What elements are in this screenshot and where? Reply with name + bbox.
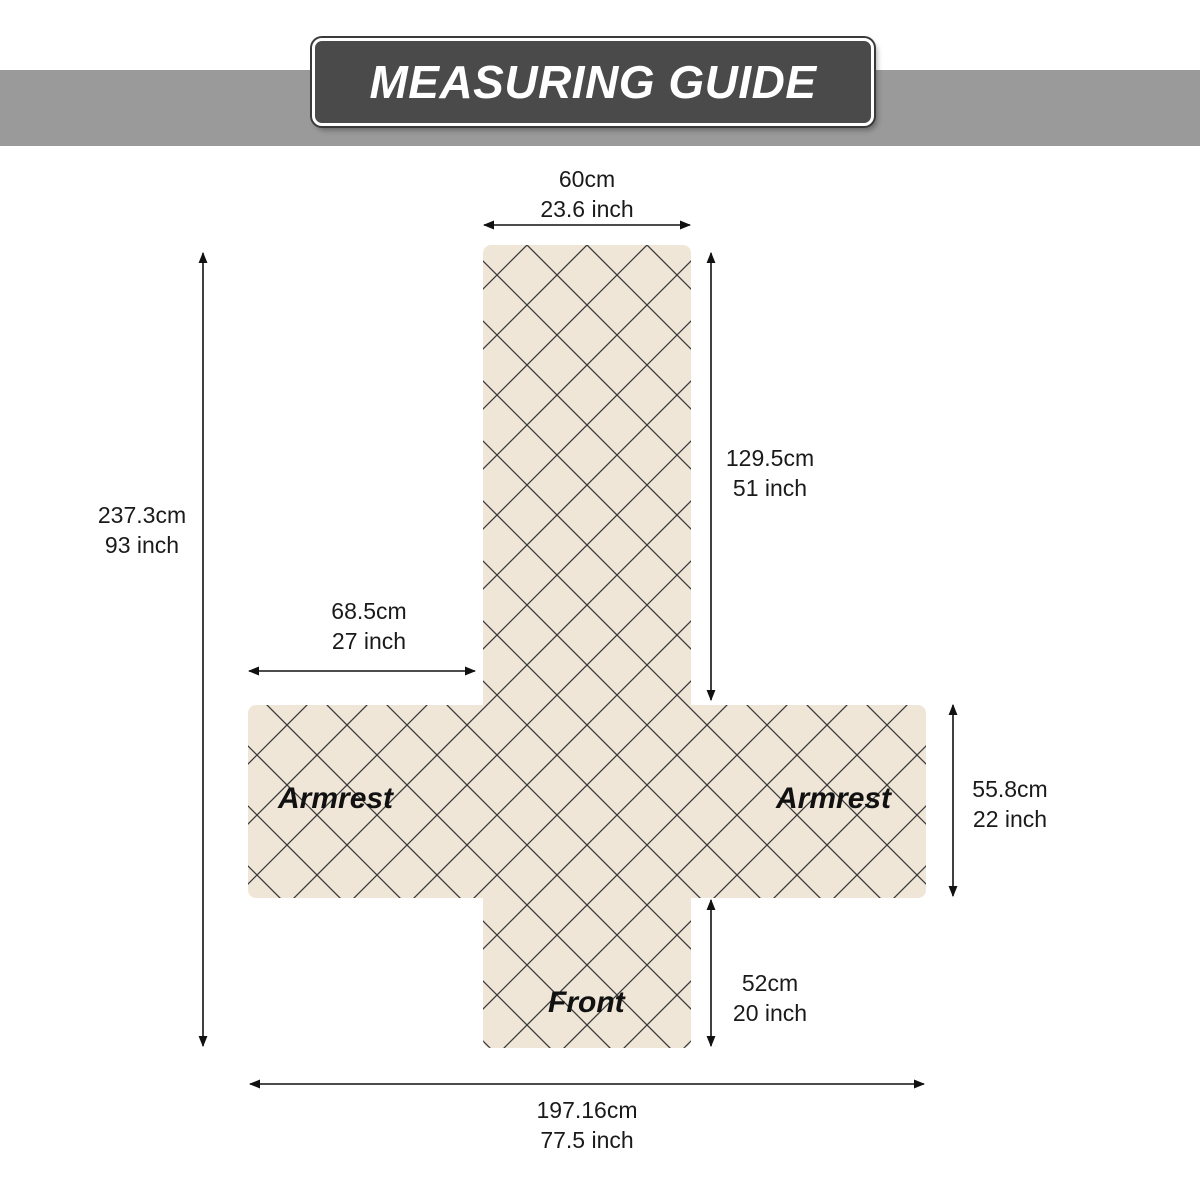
total-width-inch: 77.5 inch — [540, 1127, 634, 1153]
armrest-width-label — [950, 774, 1070, 834]
quilt-line — [0, 1192, 1200, 1200]
armrest-width-cm: 55.8cm — [972, 776, 1048, 802]
front-label: Front — [548, 986, 625, 1019]
quilt-line — [0, 1158, 1200, 1200]
back-height-inch: 51 inch — [732, 475, 808, 501]
armrest-length-inch: 27 inch — [331, 628, 407, 654]
back-height-label — [710, 443, 830, 503]
back-width-cm: 60cm — [558, 166, 616, 192]
quilt-line — [0, 0, 1200, 18]
total-height-cm: 237.3cm — [97, 502, 187, 528]
front-height-cm: 52cm — [741, 970, 799, 996]
back-width-label — [487, 164, 687, 224]
total-height-label — [82, 500, 202, 560]
armrest-length-cm: 68.5cm — [331, 598, 407, 624]
front-height-inch: 20 inch — [732, 1000, 808, 1026]
page-title: MEASURING GUIDE — [369, 56, 817, 108]
back-width-inch: 23.6 inch — [540, 196, 634, 222]
quilt-line — [0, 0, 1200, 112]
armrest-width-inch: 22 inch — [972, 806, 1048, 832]
quilt-line — [0, 0, 1200, 78]
quilt-line — [0, 0, 1200, 52]
front-height-label — [710, 968, 830, 1028]
total-width-cm: 197.16cm — [536, 1097, 638, 1123]
quilt-line — [0, 0, 1200, 138]
armrest-left-label: Armrest — [278, 782, 394, 815]
armrest-length-label — [309, 596, 429, 656]
armrest-right-label: Armrest — [776, 782, 892, 815]
total-width-label — [487, 1095, 687, 1155]
total-height-inch: 93 inch — [104, 532, 180, 558]
quilt-line — [0, 0, 1200, 172]
back-height-cm: 129.5cm — [725, 445, 815, 471]
